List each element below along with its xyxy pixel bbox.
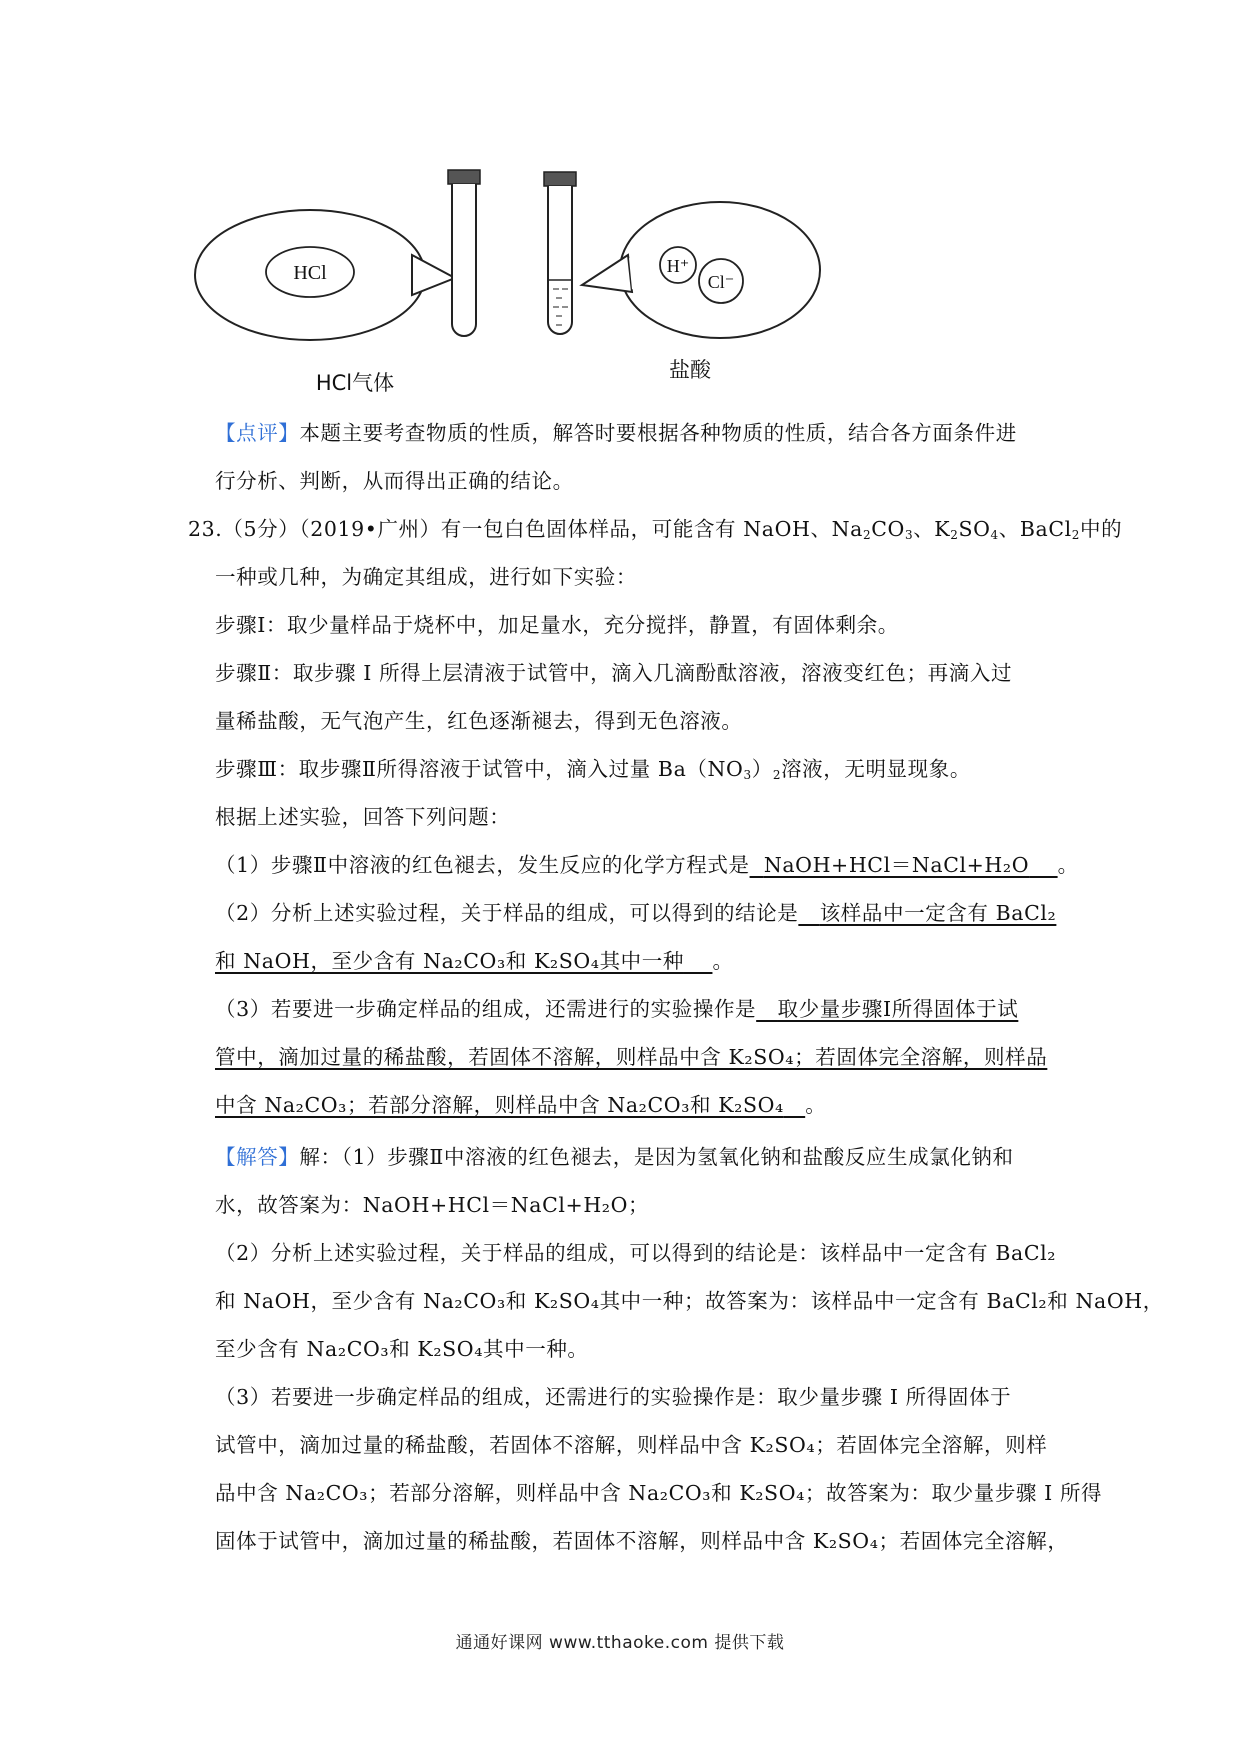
part-1-answer: NaOH+HCl＝NaCl+H₂O [763,853,1030,877]
left-bubble-tail [412,255,455,295]
question-23-heading: 23.（5分）（2019•广州）有一包白色固体样品，可能含有 NaOH、$Na_2CO_3$、$K_2SO_4$、BaCl$_2$中的 [188,517,1123,542]
answer-line-8: 品中含 Na₂CO₃；若部分溶解，则样品中含 Na₂CO₃和 K₂SO₄；故答案为：取少量步骤 Ⅰ 所得 [215,1481,1103,1505]
part-3-line-3: 中含 Na₂CO₃；若部分溶解，则样品中含 Na₂CO₃和 K₂SO₄ 。 [215,1093,827,1117]
part-2-line-1: （2）分析上述实验过程，关于样品的组成，可以得到的结论是 该样品中一定含有 BaCl₂ [215,901,1057,925]
part-3-answer-line-3: 中含 Na₂CO₃；若部分溶解，则样品中含 Na₂CO₃和 K₂SO₄ [215,1093,784,1117]
answer-line-7: 试管中，滴加过量的稀盐酸，若固体不溶解，则样品中含 K₂SO₄；若固体完全溶解，则样 [215,1433,1048,1457]
review-tag: 【点评】 [215,421,300,445]
right-bubble-tail [582,255,632,292]
part-3-line-1: （3）若要进一步确定样品的组成，还需进行的实验操作是 取少量步骤Ⅰ所得固体于试 [215,997,1019,1021]
answer-line-9: 固体于试管中，滴加过量的稀盐酸，若固体不溶解，则样品中含 K₂SO₄；若固体完全溶解， [215,1529,1069,1553]
part-3-line-2 [215,1042,1047,1072]
answer-line-4: 和 NaOH，至少含有 Na₂CO₃和 K₂SO₄其中一种；故答案为：该样品中一定含有 BaCl₂和 NaOH， [215,1289,1164,1313]
part-2-answer-line-1: 该样品中一定含有 BaCl₂ [819,901,1057,925]
part-3-answer-line-2: 管中，滴加过量的稀盐酸，若固体不溶解，则样品中含 K₂SO₄；若固体完全溶解，则样品 [215,1045,1048,1069]
question-23-line-2: 一种或几种，为确定其组成，进行如下实验： [215,565,637,589]
part-2-line-2: 和 NaOH，至少含有 Na₂CO₃和 K₂SO₄其中一种 。 [215,949,734,973]
hcl-gas-caption: HCl气体 [315,371,395,395]
step-2-line-2: 量稀盐酸，无气泡产生，红色逐渐褪去，得到无色溶液。 [215,709,743,733]
part-1: （1）步骤Ⅱ中溶液的红色褪去，发生反应的化学方程式是 NaOH+HCl＝NaCl+H₂O 。 [215,853,1079,877]
part-2-answer-line-2: 和 NaOH，至少含有 Na₂CO₃和 K₂SO₄其中一种 [215,949,684,973]
right-test-tube [544,172,576,334]
answer-line-2: 水，故答案为：NaOH+HCl＝NaCl+H₂O； [215,1193,650,1217]
answer-line-5: 至少含有 Na₂CO₃和 K₂SO₄其中一种。 [215,1337,589,1361]
answer-line-3: （2）分析上述实验过程，关于样品的组成，可以得到的结论是：该样品中一定含有 BaCl₂ [215,1241,1057,1265]
step-2-line-1: 步骤Ⅱ：取步骤 Ⅰ 所得上层清液于试管中，滴入几滴酚酞溶液，溶液变红色；再滴入过 [215,661,1013,685]
step-3: 步骤Ⅲ：取步骤Ⅱ所得溶液于试管中，滴入过量 $Ba(NO_3)_2$溶液，无明显现象。 [215,757,971,782]
hydrochloric-acid-caption: 盐酸 [669,358,711,382]
part-3-answer-line-1: 取少量步骤Ⅰ所得固体于试 [777,997,1019,1021]
cl-ion-label: Cl⁻ [707,272,735,292]
left-test-tube [448,170,480,336]
answer-line-1: 【解答】解：（1）步骤Ⅱ中溶液的红色褪去，是因为氢氧化钠和盐酸反应生成氯化钠和 [215,1145,1014,1169]
question-prompt: 根据上述实验，回答下列问题： [215,805,511,829]
answer-line-6: （3）若要进一步确定样品的组成，还需进行的实验操作是：取少量步骤 Ⅰ 所得固体于 [215,1385,1012,1409]
review-line-1: 【点评】本题主要考查物质的性质，解答时要根据各种物质的性质，结合各方面条件进 [215,421,1017,445]
step-1: 步骤Ⅰ：取少量样品于烧杯中，加足量水，充分搅拌，静置，有固体剩余。 [215,613,899,637]
hcl-comparison-figure [0,0,1240,420]
page-footer: 通通好课网 www.tthaoke.com 提供下载 [455,1633,785,1653]
answer-tag: 【解答】 [215,1145,300,1169]
review-line-2: 行分析、判断，从而得出正确的结论。 [215,469,574,493]
h-ion-label: H⁺ [666,256,690,276]
hcl-molecule-label: HCl [293,262,327,284]
